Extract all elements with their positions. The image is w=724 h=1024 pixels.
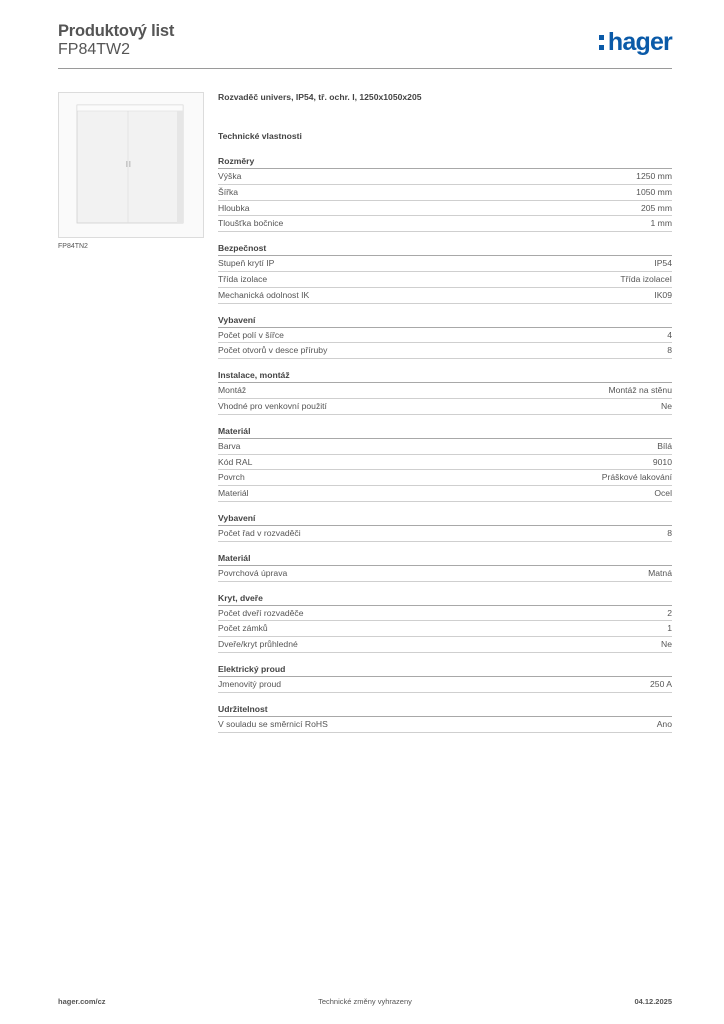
hager-logo	[608, 28, 672, 56]
footer-date: 04.12.2025	[634, 997, 672, 1006]
spec-label: Montáž	[218, 385, 247, 396]
spec-value: 1	[667, 623, 672, 634]
spec-row	[218, 677, 672, 693]
spec-value: 8	[667, 527, 672, 538]
spec-label: Počet polí v šířce	[218, 329, 284, 340]
spec-value: Práškové lakování	[601, 472, 672, 483]
spec-label: Tloušťka bočnice	[218, 218, 284, 229]
spec-label: Mechanická odolnost IK	[218, 289, 310, 300]
spec-row	[218, 288, 672, 304]
spec-label: Hloubka	[218, 202, 250, 213]
spec-value: 4	[667, 329, 672, 340]
spec-value: Ocel	[654, 488, 672, 499]
spec-row	[218, 717, 672, 733]
spec-group-title: Instalace, montáž	[218, 370, 672, 383]
spec-row	[218, 383, 672, 399]
spec-value: Bílá	[657, 440, 672, 451]
spec-group-title: Kryt, dveře	[218, 593, 672, 606]
spec-label: Barva	[218, 440, 241, 451]
spec-groups	[218, 156, 672, 733]
spec-label: Počet otvorů v desce příruby	[218, 345, 328, 356]
spec-row	[218, 216, 672, 232]
spec-value: 9010	[652, 456, 672, 467]
spec-group-title: Vybavení	[218, 513, 672, 526]
spec-group-title: Materiál	[218, 553, 672, 566]
spec-row	[218, 526, 672, 542]
spec-group-title: Vybavení	[218, 315, 672, 328]
technical-heading: Technické vlastnosti	[218, 131, 302, 141]
spec-label: Stupeň krytí IP	[218, 258, 275, 269]
page-title: Produktový list	[58, 22, 175, 40]
spec-row	[218, 439, 672, 455]
product-code: FP84TW2	[58, 41, 131, 58]
spec-value: IP54	[654, 258, 672, 269]
spec-group-title: Udržitelnost	[218, 704, 672, 717]
spec-value: 205 mm	[640, 202, 672, 213]
page-header	[58, 20, 672, 68]
spec-group-title: Bezpečnost	[218, 243, 672, 256]
spec-value: 250 A	[650, 678, 672, 689]
spec-label: Počet zámků	[218, 623, 268, 634]
spec-row	[218, 606, 672, 622]
spec-label: V souladu se směrnicí RoHS	[218, 718, 328, 729]
spec-label: Výška	[218, 171, 242, 181]
spec-row	[218, 256, 672, 272]
spec-row	[218, 455, 672, 471]
spec-row	[218, 185, 672, 201]
spec-row	[218, 486, 672, 502]
spec-row	[218, 272, 672, 288]
logo-dots-icon	[599, 35, 605, 51]
footer-note: Technické změny vyhrazeny	[318, 997, 412, 1006]
cabinet-illustration	[67, 101, 193, 227]
spec-value: Montáž na stěnu	[608, 385, 672, 396]
spec-row	[218, 399, 672, 415]
spec-row	[218, 566, 672, 582]
page-footer	[58, 997, 672, 1009]
product-image	[58, 92, 204, 238]
spec-value: IK09	[654, 289, 672, 300]
spec-row	[218, 343, 672, 359]
product-description: Rozvaděč univers, IP54, tř. ochr. I, 1250x1050x205	[218, 92, 422, 102]
spec-label: Jmenovitý proud	[218, 678, 282, 689]
spec-value: Ne	[661, 400, 672, 411]
spec-content	[218, 92, 672, 733]
spec-value: 2	[667, 607, 672, 618]
spec-label: Povrch	[218, 472, 245, 483]
spec-value: Matná	[648, 567, 672, 578]
spec-label: Vhodné pro venkovní použití	[218, 400, 327, 411]
spec-label: Počet dveří rozvaděče	[218, 607, 304, 618]
spec-row	[218, 201, 672, 217]
spec-value: 1050 mm	[636, 186, 672, 197]
spec-label: Materiál	[218, 488, 249, 499]
header-divider	[58, 68, 672, 69]
spec-value: Třída izolaceI	[620, 273, 672, 284]
spec-value: Ano	[656, 718, 672, 729]
spec-group-title: Elektrický proud	[218, 664, 672, 677]
spec-label: Třída izolace	[218, 273, 268, 284]
footer-website: hager.com/cz	[58, 997, 106, 1006]
image-caption: FP84TN2	[58, 243, 88, 250]
spec-value: 8	[667, 345, 672, 356]
spec-label: Kód RAL	[218, 456, 253, 467]
logo-text: hager	[607, 28, 672, 56]
spec-group-title: Rozměry	[218, 156, 672, 169]
spec-row	[218, 169, 672, 185]
spec-row	[218, 637, 672, 653]
spec-value: Ne	[661, 639, 672, 650]
spec-label: Dveře/kryt průhledné	[218, 639, 298, 650]
spec-value: 1250 mm	[636, 171, 672, 181]
spec-row	[218, 621, 672, 637]
spec-label: Šířka	[218, 186, 239, 197]
spec-label: Počet řad v rozvaděči	[218, 527, 301, 538]
spec-row	[218, 470, 672, 486]
spec-value: 1 mm	[650, 218, 672, 229]
spec-group-title: Materiál	[218, 426, 672, 439]
spec-label: Povrchová úprava	[218, 567, 288, 578]
spec-row	[218, 328, 672, 344]
